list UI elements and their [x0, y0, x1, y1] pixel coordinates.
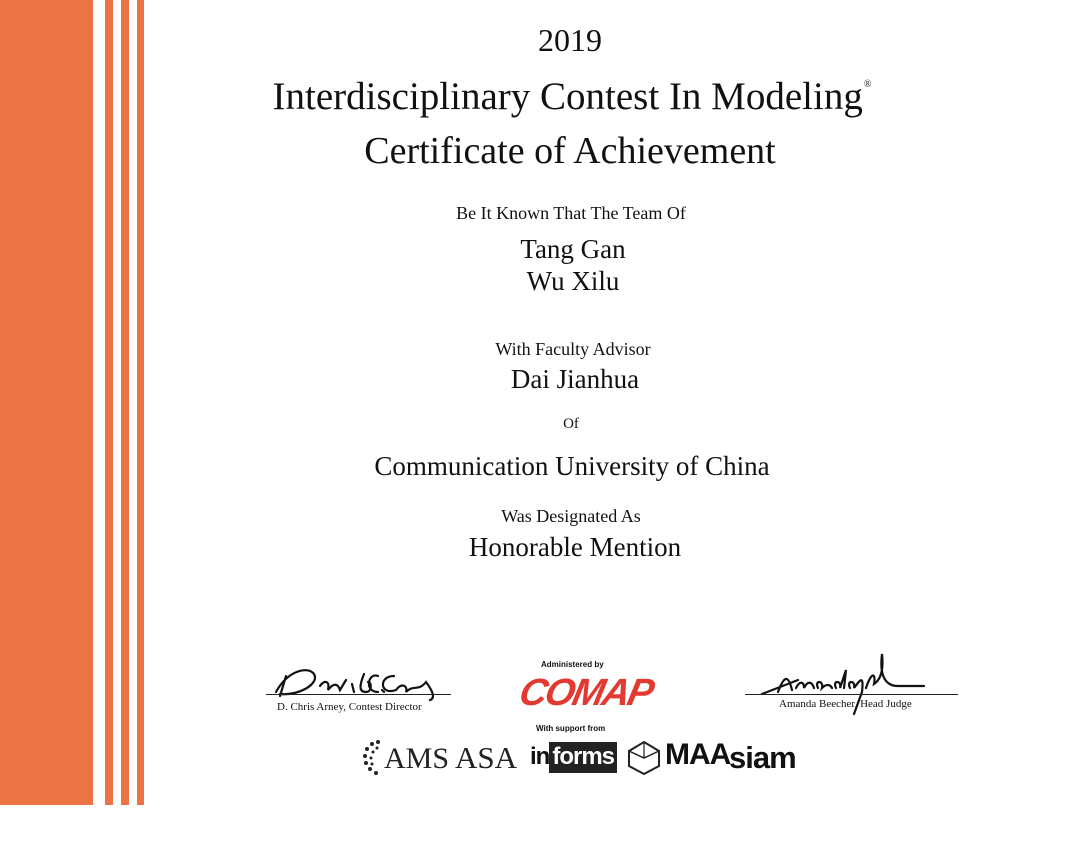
- comap-logo: COMAP: [515, 672, 657, 714]
- advisor-name: Dai Jianhua: [510, 364, 640, 394]
- team-intro: Be It Known That The Team Of: [456, 203, 686, 223]
- border-stripe-3: [137, 0, 144, 805]
- award-designation: Honorable Mention: [468, 532, 682, 562]
- border-stripe-2: [121, 0, 129, 805]
- support-label: With support from: [536, 724, 606, 733]
- certificate-title: Certificate of Achievement: [364, 130, 776, 172]
- ams-emblem-icon: [362, 738, 384, 778]
- informs-logo: [530, 742, 617, 773]
- informs-logo-in: in: [530, 743, 550, 770]
- director-caption: D. Chris Arney, Contest Director: [277, 701, 422, 713]
- judge-caption: Amanda Beecher, Head Judge: [779, 698, 912, 710]
- of-label: Of: [563, 416, 579, 432]
- ams-logo: AMS: [384, 742, 450, 775]
- maa-polyhedron-icon: [626, 740, 662, 776]
- contest-name-text: Interdisciplinary Contest In Modeling: [272, 75, 863, 118]
- designation-label: Was Designated As: [501, 506, 641, 526]
- registered-mark: ®: [863, 79, 872, 90]
- team-member: Tang Gan: [520, 234, 626, 264]
- team-member: Wu Xilu: [526, 266, 620, 296]
- informs-logo-forms: forms: [549, 742, 617, 773]
- contest-name: [273, 74, 872, 119]
- maa-logo: MAA: [665, 738, 731, 771]
- director-signature: [268, 662, 443, 702]
- administered-by-label: Administered by: [541, 660, 604, 669]
- asa-logo: ASA: [455, 740, 518, 775]
- siam-logo: siam: [729, 740, 796, 775]
- judge-signature-line: [745, 694, 958, 695]
- border-stripe-1: [105, 0, 113, 805]
- border-stripe-wide: [0, 0, 93, 805]
- advisor-label: With Faculty Advisor: [495, 339, 651, 359]
- director-signature-line: [266, 694, 451, 695]
- contest-year: 2019: [538, 22, 602, 58]
- institution-name: Communication University of China: [374, 451, 770, 481]
